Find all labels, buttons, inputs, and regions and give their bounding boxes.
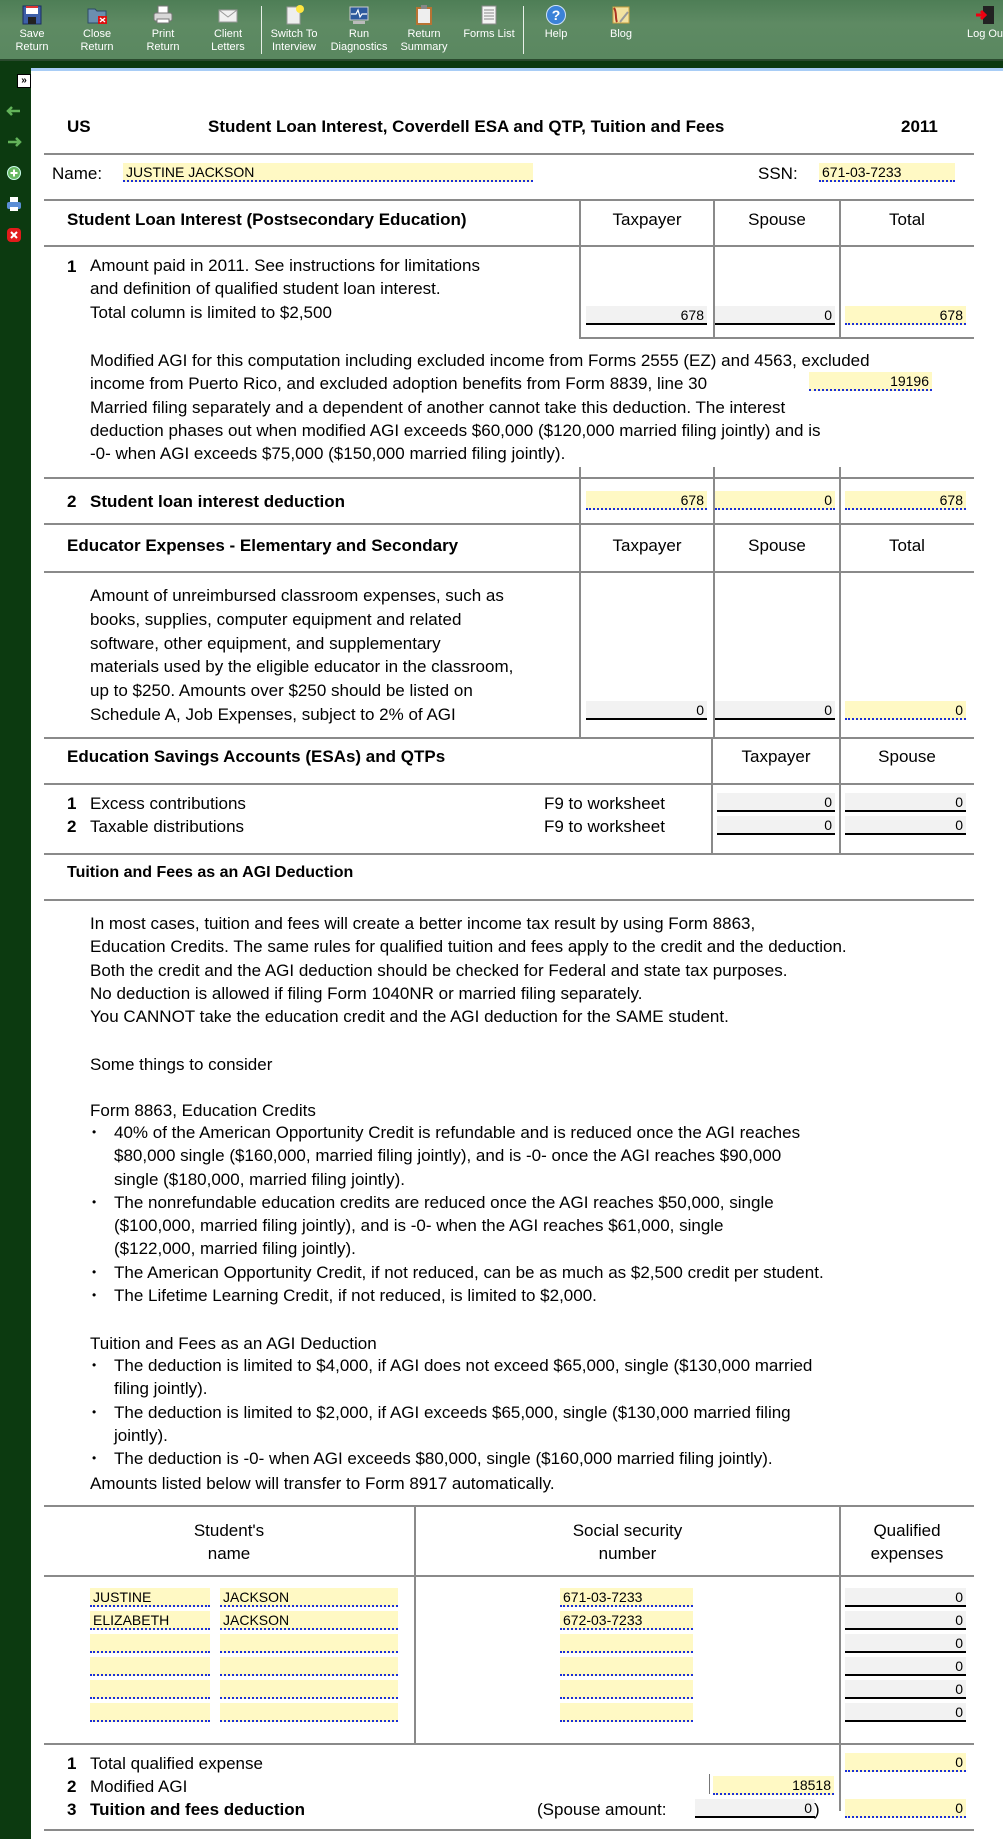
forward-arrow-icon[interactable] xyxy=(6,134,22,150)
student-expenses-field[interactable]: 0 xyxy=(845,1680,966,1699)
line-number: 1 xyxy=(67,257,77,276)
scroll-quill-icon xyxy=(610,4,632,26)
header-line: Social security xyxy=(572,1521,683,1540)
divider xyxy=(44,153,974,155)
divider xyxy=(44,1829,974,1831)
modified-agi-sli-field[interactable]: 19196 xyxy=(809,372,932,391)
line-number: 1 xyxy=(67,794,77,813)
student-expenses-field[interactable]: 0 xyxy=(845,1703,966,1722)
line1-taxpayer-field[interactable]: 678 xyxy=(586,306,707,325)
header-line: Qualified xyxy=(873,1521,941,1540)
col-header-spouse: Spouse xyxy=(878,747,936,766)
envelope-icon xyxy=(217,4,239,26)
divider xyxy=(44,737,974,739)
magi-description xyxy=(90,349,870,465)
col-header-qualified-expenses xyxy=(841,1519,973,1565)
blog-label: Blog xyxy=(609,28,633,40)
floppy-disk-icon xyxy=(21,4,43,26)
col-header-total: Total xyxy=(889,536,925,555)
jurisdiction-label: US xyxy=(67,117,91,136)
print-return-button[interactable] xyxy=(131,4,195,54)
name-label: Name: xyxy=(52,164,103,183)
line-number: 2 xyxy=(67,817,77,836)
column-divider xyxy=(414,1575,416,1743)
line1-text: Total column is limited to $2,500 xyxy=(90,302,332,322)
print-return-label-1: Print xyxy=(151,28,175,40)
student-first-name-field[interactable] xyxy=(90,1657,210,1676)
consider-heading: Some things to consider xyxy=(90,1055,273,1074)
bullet-dot: • xyxy=(92,1125,97,1139)
esa-excess-taxpayer-field[interactable]: 0 xyxy=(717,793,835,812)
intro-text: In most cases, tuition and fees will create a better income tax result by using Form 8863, xyxy=(90,914,756,933)
client-letters-button[interactable] xyxy=(196,4,260,54)
bullet-item xyxy=(92,1284,824,1307)
bullet-dot: • xyxy=(92,1358,97,1372)
divider xyxy=(44,1505,974,1507)
switch-to-interview-button[interactable] xyxy=(262,4,326,54)
return-summary-label-1: Return xyxy=(407,28,441,40)
bullet-text: filing jointly). xyxy=(114,1379,208,1399)
line-number: 3 xyxy=(67,1800,77,1819)
form-page xyxy=(31,68,1003,1839)
bullet-text: The deduction is -0- when AGI exceeds $80,000, single ($160,000 married filing jointly). xyxy=(114,1449,773,1469)
blog-button[interactable] xyxy=(589,4,653,41)
return-summary-label-2: Summary xyxy=(400,41,448,53)
header-line: expenses xyxy=(870,1544,944,1563)
student-last-name-field[interactable]: JACKSON xyxy=(220,1611,398,1630)
student-first-name-field[interactable]: JUSTINE xyxy=(90,1588,210,1607)
bullet-item xyxy=(92,1191,824,1261)
col-header-taxpayer: Taxpayer xyxy=(741,747,811,766)
educator-text: up to $250. Amounts over $250 should be listed on xyxy=(90,681,473,701)
close-return-button[interactable] xyxy=(65,4,129,54)
bullet-dot: • xyxy=(92,1288,97,1303)
student-expenses-field[interactable]: 0 xyxy=(845,1611,966,1630)
bullet-dot: • xyxy=(92,1451,97,1466)
run-diagnostics-button[interactable] xyxy=(327,4,391,54)
header-line: Student's xyxy=(193,1521,265,1540)
taxpayer-ssn-field[interactable]: 671-03-7233 xyxy=(819,163,955,182)
student-ssn-field[interactable] xyxy=(560,1680,693,1699)
bullet-item xyxy=(92,1447,812,1470)
expand-panel-button[interactable]: » xyxy=(17,74,31,88)
magi-text: Modified AGI for this computation including excluded income from Forms 2555 (EZ) and 4563, excluded xyxy=(90,351,870,370)
bullet-item xyxy=(92,1121,824,1191)
deduction-heading: Tuition and Fees as an AGI Deduction xyxy=(90,1334,377,1353)
bullet-text: The deduction is limited to $2,000, if AGI exceeds $65,000, single ($130,000 married filing xyxy=(114,1402,791,1422)
magi-text: income from Puerto Rico, and excluded adoption benefits from Form 8839, line 30 xyxy=(90,374,708,394)
bullet-dot: • xyxy=(92,1404,97,1419)
side-toolbar xyxy=(0,61,30,1839)
educator-text: Schedule A, Job Expenses, subject to 2% of AGI xyxy=(90,704,456,724)
col-header-spouse: Spouse xyxy=(748,536,806,555)
intro-text: You CANNOT take the education credit and the AGI deduction for the SAME student. xyxy=(90,1007,729,1027)
bullet-text: $80,000 single ($160,000, married filing jointly), and is -0- once the AGI reaches $90,000 xyxy=(114,1146,782,1166)
educator-taxpayer-field[interactable]: 0 xyxy=(586,701,707,720)
close-return-label-2: Return xyxy=(80,41,114,53)
line1-description xyxy=(90,254,480,324)
field-marker xyxy=(709,1774,710,1794)
esa-taxable-taxpayer-field[interactable]: 0 xyxy=(717,816,835,835)
divider xyxy=(44,899,974,901)
educator-text: Amount of unreimbursed classroom expenses, such as xyxy=(90,586,504,605)
divider xyxy=(44,853,974,855)
educator-text: books, supplies, computer equipment and related xyxy=(90,609,462,629)
col-header-student-name xyxy=(44,1519,414,1565)
student-ssn-field[interactable] xyxy=(560,1703,693,1722)
save-return-label-2: Return xyxy=(15,41,49,53)
line-number: 2 xyxy=(67,1777,77,1796)
educator-text: materials used by the eligible educator in the classroom, xyxy=(90,657,514,677)
clipboard-icon xyxy=(413,4,435,26)
student-first-name-field[interactable] xyxy=(90,1634,210,1653)
bullet-item xyxy=(92,1261,824,1284)
modified-agi-field[interactable]: 18518 xyxy=(713,1776,834,1795)
deduction-bullet-list xyxy=(92,1354,813,1470)
section-heading-tuition: Tuition and Fees as an AGI Deduction xyxy=(67,864,354,881)
folder-close-icon xyxy=(86,4,108,26)
col-header-spouse: Spouse xyxy=(748,210,806,229)
divider xyxy=(44,199,974,201)
credits-heading: Form 8863, Education Credits xyxy=(90,1101,316,1120)
form-title: Student Loan Interest, Coverdell ESA and QTP, Tuition and Fees xyxy=(208,117,725,136)
worksheet-hint[interactable]: F9 to worksheet xyxy=(544,817,665,836)
worksheet-hint[interactable]: F9 to worksheet xyxy=(544,794,665,813)
col-header-total: Total xyxy=(889,210,925,229)
client-letters-label-1: Client xyxy=(213,28,243,40)
forms-list-button[interactable] xyxy=(457,4,521,41)
section-heading-esa: Education Savings Accounts (ESAs) and QTPs xyxy=(67,747,446,766)
delete-icon[interactable] xyxy=(6,227,22,243)
line1-spouse-field[interactable]: 0 xyxy=(715,306,835,325)
student-ssn-field[interactable] xyxy=(560,1634,693,1653)
print-icon[interactable] xyxy=(6,196,22,212)
print-return-label-2: Return xyxy=(146,41,180,53)
tax-year: 2011 xyxy=(901,117,938,136)
tuition-intro xyxy=(90,912,847,1028)
line2-taxpayer-field[interactable]: 678 xyxy=(586,491,707,510)
transfer-note: Amounts listed below will transfer to Form 8917 automatically. xyxy=(90,1474,555,1493)
bullet-item xyxy=(92,1354,813,1401)
student-first-name-field[interactable] xyxy=(90,1703,210,1722)
save-return-label-1: Save xyxy=(19,28,45,40)
magi-text: deduction phases out when modified AGI exceeds $60,000 ($120,000 married filing jointly) and is xyxy=(90,420,821,440)
log-out-label: Log Ou xyxy=(966,28,1003,40)
modified-agi-label: Modified AGI xyxy=(90,1777,188,1796)
client-letters-label-2: Letters xyxy=(211,41,245,53)
esa-excess-spouse-field[interactable]: 0 xyxy=(845,793,966,812)
total-qualified-expense-label: Total qualified expense xyxy=(90,1754,263,1773)
log-out-button[interactable] xyxy=(955,4,1003,41)
bullet-text: ($100,000, married filing jointly), and is -0- when the AGI reaches $61,000, single xyxy=(114,1216,724,1236)
line1-text: Amount paid in 2011. See instructions for limitations xyxy=(90,256,480,275)
bullet-text: The deduction is limited to $4,000, if AGI does not exceed $65,000, single ($130,000 married xyxy=(114,1356,813,1375)
educator-description xyxy=(90,584,513,727)
student-ssn-field[interactable]: 672-03-7233 xyxy=(560,1611,693,1630)
back-arrow-icon[interactable] xyxy=(6,103,22,119)
line-number: 2 xyxy=(67,492,77,511)
close-return-label-1: Close xyxy=(82,28,112,40)
bullet-item xyxy=(92,1401,812,1448)
student-ssn-field[interactable] xyxy=(560,1657,693,1676)
divider xyxy=(44,245,974,247)
column-divider xyxy=(839,1575,841,1811)
toolbar xyxy=(0,0,1003,61)
svg-text:?: ? xyxy=(551,7,561,23)
help-label: Help xyxy=(544,28,568,40)
divider xyxy=(44,571,974,573)
bullet-text: jointly). xyxy=(114,1425,168,1445)
bullet-text: 40% of the American Opportunity Credit is refundable and is reduced once the AGI reaches xyxy=(114,1123,801,1142)
list-icon xyxy=(478,4,500,26)
switch-interview-label-2: Interview xyxy=(271,41,317,53)
spouse-amount-label: (Spouse amount: xyxy=(537,1800,667,1819)
divider xyxy=(44,477,974,479)
student-ssn-field[interactable]: 671-03-7233 xyxy=(560,1588,693,1607)
exit-door-icon xyxy=(974,4,996,26)
forms-list-label: Forms List xyxy=(463,28,515,40)
line1-text: and definition of qualified student loan interest. xyxy=(90,279,441,299)
run-diagnostics-label-1: Run xyxy=(348,28,370,40)
line1-total-field[interactable]: 678 xyxy=(845,306,966,325)
return-summary-button[interactable] xyxy=(392,4,456,54)
total-qualified-expense-field[interactable]: 0 xyxy=(845,1753,966,1772)
esa-row-label: Taxable distributions xyxy=(90,817,245,836)
printer-icon xyxy=(152,4,174,26)
intro-text: Education Credits. The same rules for qualified tuition and fees apply to the credit and the deduction. xyxy=(90,937,847,957)
spouse-amount-close: ) xyxy=(814,1800,820,1819)
student-last-name-field[interactable] xyxy=(220,1634,398,1653)
student-last-name-field[interactable] xyxy=(220,1680,398,1699)
help-icon xyxy=(545,4,567,26)
bullet-text: ($122,000, married filing jointly). xyxy=(114,1239,356,1259)
divider xyxy=(44,523,974,525)
divider xyxy=(44,1575,974,1577)
student-first-name-field[interactable]: ELIZABETH xyxy=(90,1611,210,1630)
educator-spouse-field[interactable]: 0 xyxy=(715,701,835,720)
run-diagnostics-label-2: Diagnostics xyxy=(330,41,388,53)
document-light-icon xyxy=(283,4,305,26)
line2-spouse-field[interactable]: 0 xyxy=(715,491,835,510)
tuition-deduction-label: Tuition and fees deduction xyxy=(90,1800,306,1819)
section-heading-student-loan: Student Loan Interest (Postsecondary Education) xyxy=(67,210,467,229)
esa-taxable-spouse-field[interactable]: 0 xyxy=(845,816,966,835)
taxpayer-name-field[interactable]: JUSTINE JACKSON xyxy=(123,163,533,182)
ssn-label: SSN: xyxy=(758,164,798,183)
add-icon[interactable] xyxy=(6,165,22,181)
magi-text: -0- when AGI exceeds $75,000 ($150,000 married filing jointly). xyxy=(90,444,566,464)
bullet-text: The nonrefundable education credits are reduced once the AGI reaches $50,000, single xyxy=(114,1192,774,1212)
magi-text: Married filing separately and a dependent of another cannot take this deduction. The interest xyxy=(90,397,786,417)
student-last-name-field[interactable] xyxy=(220,1657,398,1676)
student-last-name-field[interactable] xyxy=(220,1703,398,1722)
esa-row-label: Excess contributions xyxy=(90,794,246,813)
divider xyxy=(44,783,974,785)
bullet-text: The American Opportunity Credit, if not reduced, can be as much as $2,500 credit per student. xyxy=(114,1262,824,1282)
student-expenses-field[interactable]: 0 xyxy=(845,1657,966,1676)
monitor-pulse-icon xyxy=(348,4,370,26)
educator-total-field[interactable]: 0 xyxy=(845,701,966,720)
spouse-amount-field[interactable]: 0 xyxy=(695,1799,815,1818)
header-line: name xyxy=(207,1544,251,1563)
credits-bullet-list xyxy=(92,1121,824,1307)
bullet-dot: • xyxy=(92,1264,97,1279)
bullet-text: The Lifetime Learning Credit, if not reduced, is limited to $2,000. xyxy=(114,1286,597,1306)
student-last-name-field[interactable]: JACKSON xyxy=(220,1588,398,1607)
section-heading-educator: Educator Expenses - Elementary and Secondary xyxy=(67,536,459,555)
tuition-deduction-field[interactable]: 0 xyxy=(845,1799,966,1818)
bullet-dot: • xyxy=(92,1194,97,1209)
header-line: number xyxy=(598,1544,657,1563)
line-number: 1 xyxy=(67,1754,77,1773)
student-expenses-field[interactable]: 0 xyxy=(845,1588,966,1607)
intro-text: Both the credit and the AGI deduction should be checked for Federal and state tax purposes. xyxy=(90,960,788,980)
student-first-name-field[interactable] xyxy=(90,1680,210,1699)
student-expenses-field[interactable]: 0 xyxy=(845,1634,966,1653)
bullet-text: single ($180,000, married filing jointly). xyxy=(114,1169,406,1189)
educator-text: software, other equipment, and supplementary xyxy=(90,633,441,653)
help-button[interactable] xyxy=(524,4,588,41)
col-header-ssn xyxy=(416,1519,839,1565)
intro-text: No deduction is allowed if filing Form 1040NR or married filing separately. xyxy=(90,983,643,1003)
line2-label: Student loan interest deduction xyxy=(90,492,346,511)
col-header-taxpayer: Taxpayer xyxy=(612,536,682,555)
save-return-button[interactable] xyxy=(0,4,64,54)
divider xyxy=(44,1743,974,1745)
col-header-taxpayer: Taxpayer xyxy=(612,210,682,229)
line2-total-field[interactable]: 678 xyxy=(845,491,966,510)
switch-interview-label-1: Switch To xyxy=(270,28,318,40)
